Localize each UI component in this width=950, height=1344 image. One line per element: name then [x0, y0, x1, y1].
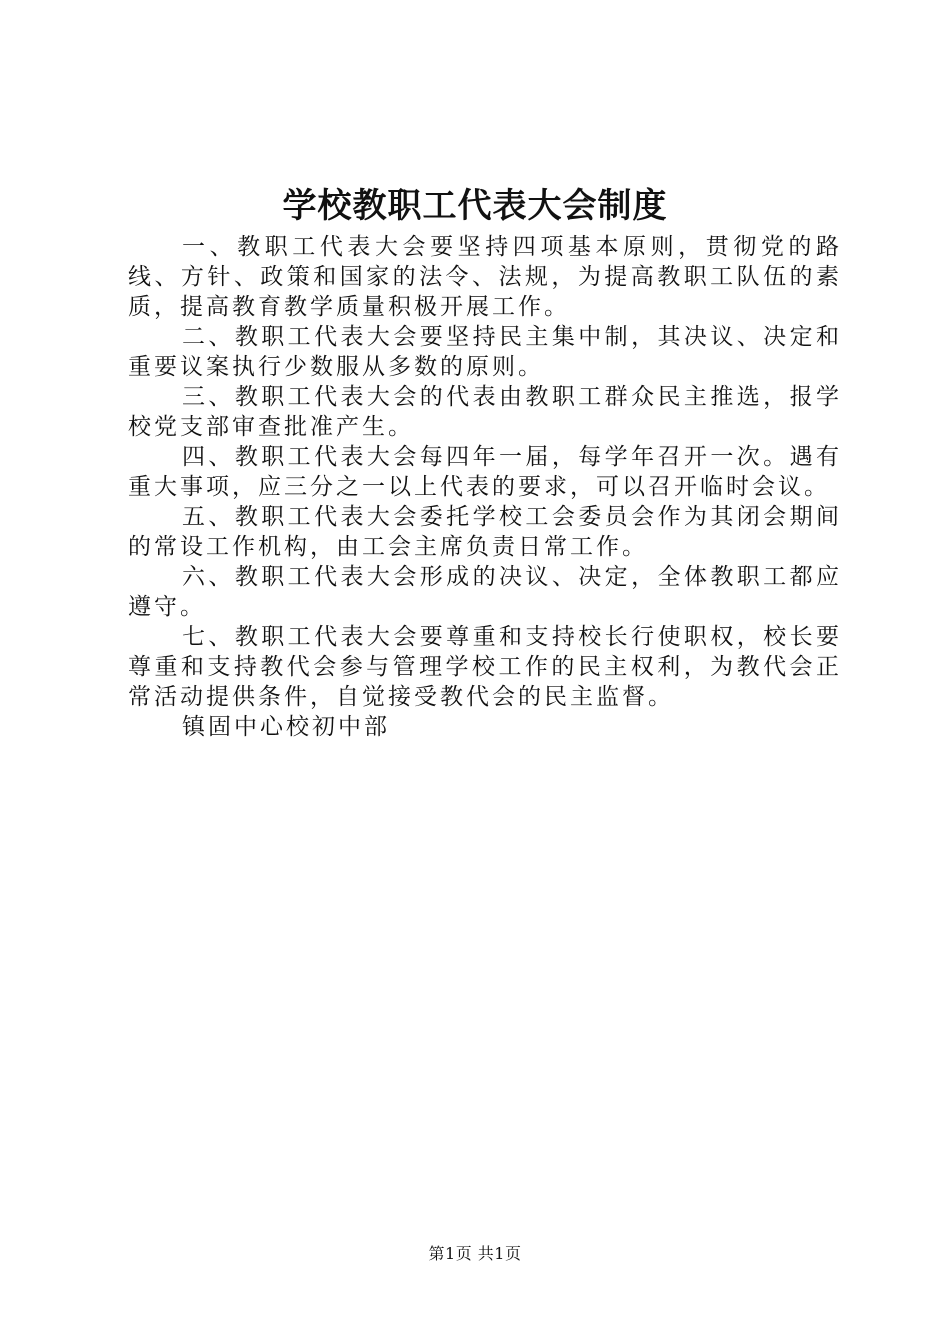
paragraph-4: 四、教职工代表大会每四年一届，每学年召开一次。遇有重大事项，应三分之一以上代表的要求，可以召开临时会议。: [128, 444, 842, 500]
page-footer: 第1页 共1页: [428, 1244, 522, 1263]
paragraph-1: 一、教职工代表大会要坚持四项基本原则，贯彻党的路线、方针、政策和国家的法令、法规，为提高教职工队伍的素质，提高教育教学质量积极开展工作。: [128, 234, 842, 320]
paragraph-2: 二、教职工代表大会要坚持民主集中制，其决议、决定和重要议案执行少数服从多数的原则。: [128, 324, 842, 380]
signature-line: 镇固中心校初中部: [182, 714, 390, 740]
paragraph-3: 三、教职工代表大会的代表由教职工群众民主推选，报学校党支部审查批准产生。: [128, 384, 842, 440]
document-body: [128, 232, 842, 742]
paragraph-7: 七、教职工代表大会要尊重和支持校长行使职权，校长要尊重和支持教代会参与管理学校工作的民主权利，为教代会正常活动提供条件，自觉接受教代会的民主监督。: [128, 624, 842, 710]
paragraph-6: 六、教职工代表大会形成的决议、决定，全体教职工都应遵守。: [128, 564, 842, 620]
document-title: 学校教职工代表大会制度: [282, 186, 668, 226]
paragraph-5: 五、教职工代表大会委托学校工会委员会作为其闭会期间的常设工作机构，由工会主席负责日常工作。: [128, 504, 842, 560]
